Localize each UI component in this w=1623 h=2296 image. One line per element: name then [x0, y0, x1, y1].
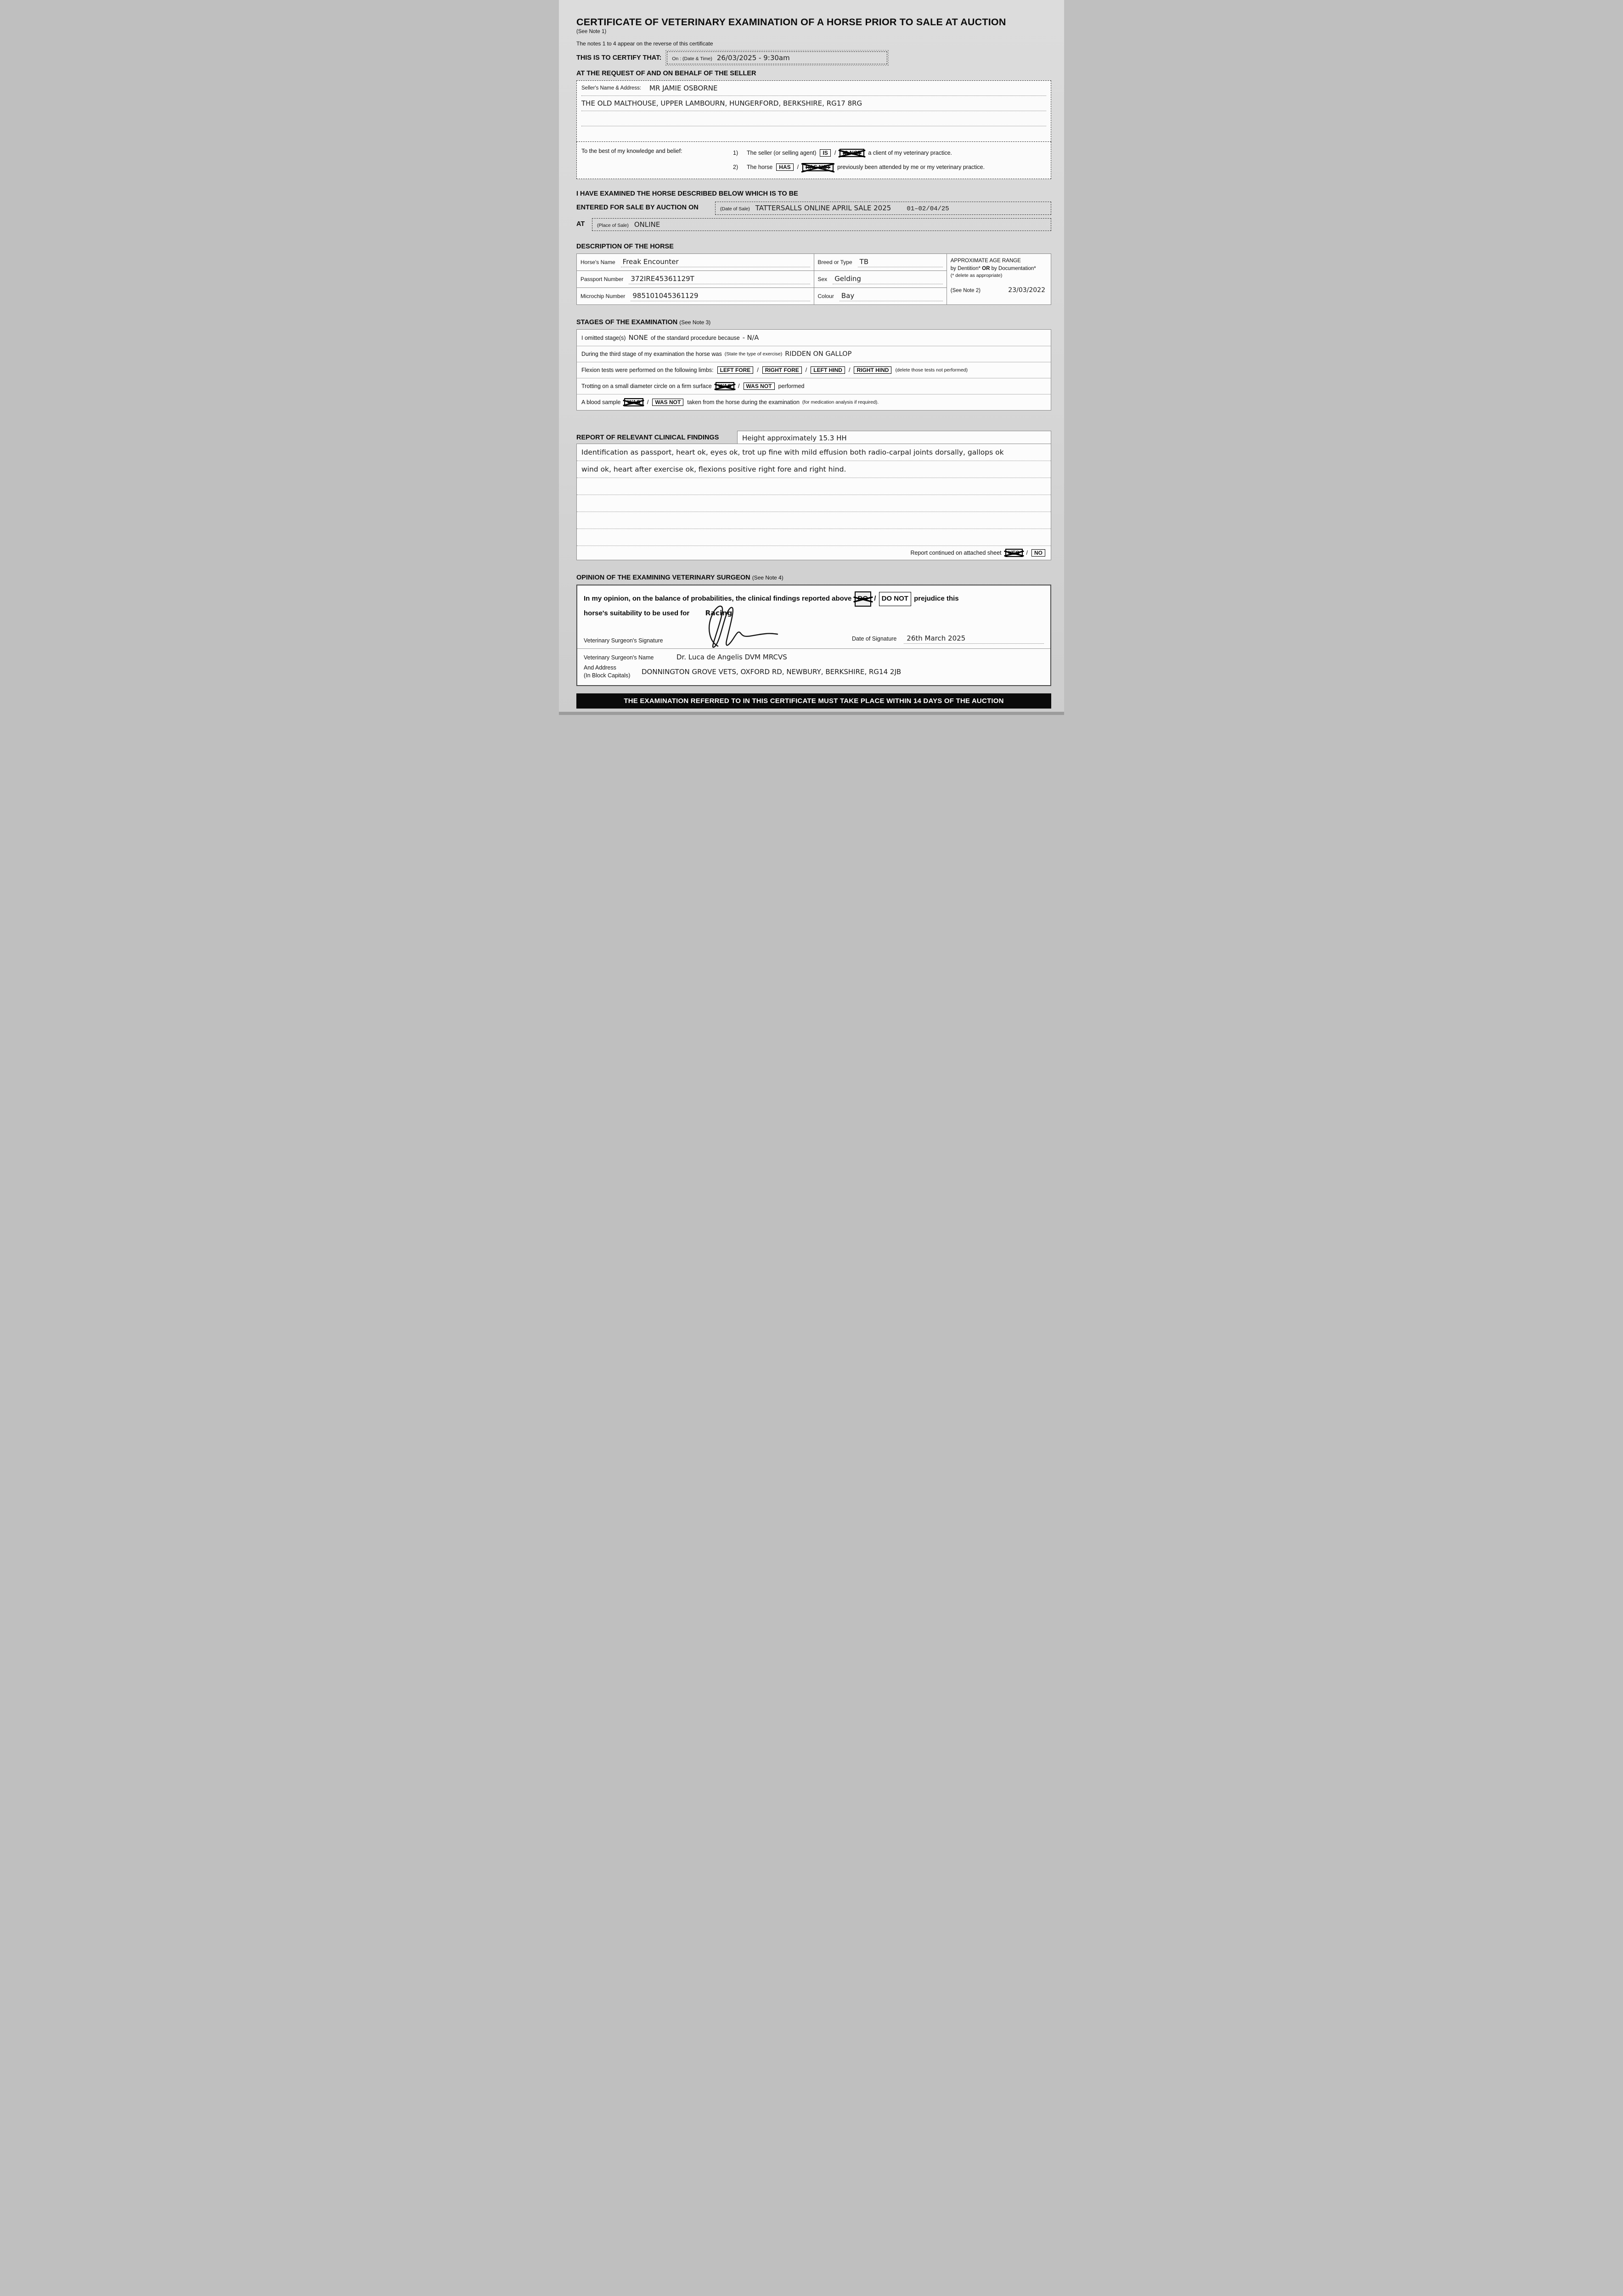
row-text: A blood sample — [581, 399, 621, 405]
findings-blank-line — [577, 512, 1051, 529]
entered-for-sale-row — [576, 202, 1051, 215]
seller-name-label: Seller's Name & Address: — [581, 85, 642, 91]
item-text-post: a client of my veterinary practice. — [868, 149, 952, 156]
option-separator: / — [797, 163, 799, 170]
findings-heading-row — [576, 431, 1051, 444]
seller-name-row — [581, 81, 1046, 96]
opinion-heading — [576, 574, 1051, 581]
continued-label: Report continued on attached sheet — [910, 550, 1002, 556]
place-of-sale-value: ONLINE — [634, 220, 660, 229]
option-kept-no: NO — [1031, 549, 1045, 557]
stages-box — [576, 329, 1051, 411]
place-of-sale-label: (Place of Sale) — [597, 223, 629, 228]
seller-heading: AT THE REQUEST OF AND ON BEHALF OF THE SELLER — [576, 70, 756, 77]
sale-dates-value: 01–02/04/25 — [907, 205, 949, 213]
surgeon-name-row — [577, 648, 1050, 662]
delete-tests-note: (delete those tests not performed) — [895, 367, 968, 373]
passport-label: Passport Number — [580, 276, 624, 282]
omitted-stages-value: NONE — [628, 334, 648, 342]
see-note-2: (See Note 2) — [950, 287, 981, 293]
option-struck-yes: YES — [1005, 549, 1023, 557]
option-kept-do-not: DO NOT — [879, 592, 911, 606]
see-note-3: (See Note 3) — [679, 319, 711, 326]
age-value: 23/03/2022 — [1008, 286, 1045, 294]
surgeon-address-row — [577, 662, 1050, 685]
findings-text: Identification as passport, heart ok, eyes ok, trot up fine with mild effusion both radio-carpal joints dorsally, gallops ok — [581, 448, 1004, 456]
sale-name-value: TATTERSALLS ONLINE APRIL SALE 2025 — [755, 204, 891, 212]
findings-text: wind ok, heart after exercise ok, flexions positive right fore and right hind. — [581, 465, 846, 473]
description-heading: DESCRIPTION OF THE HORSE — [576, 243, 674, 250]
stages-heading — [576, 319, 1051, 326]
belief-item-1 — [733, 146, 1046, 160]
horse-name-value: Freak Encounter — [621, 258, 810, 267]
option-separator: / — [757, 367, 759, 373]
clinical-findings-box — [576, 444, 1051, 560]
option-kept-has: HAS — [776, 163, 793, 171]
footer-banner: THE EXAMINATION REFERRED TO IN THIS CERTIFICATE MUST TAKE PLACE WITHIN 14 DAYS OF THE AUCTION — [576, 693, 1051, 709]
option-struck-was: WAS — [624, 398, 643, 406]
belief-label: To the best of my knowledge and belief: — [581, 148, 682, 154]
examined-heading: I HAVE EXAMINED THE HORSE DESCRIBED BELOW WHICH IS TO BE — [576, 190, 798, 197]
horse-description-table — [576, 253, 1051, 305]
findings-blank-line — [577, 495, 1051, 512]
height-field — [737, 431, 1051, 444]
microchip-cell — [577, 288, 814, 305]
findings-line-2 — [577, 461, 1051, 478]
page-title: CERTIFICATE OF VETERINARY EXAMINATION OF A HORSE PRIOR TO SALE AT AUCTION — [576, 17, 1006, 28]
findings-line-1 — [577, 444, 1051, 461]
sex-cell — [814, 271, 947, 288]
sex-value: Gelding — [833, 275, 943, 284]
option-kept-is: IS — [820, 149, 830, 157]
passport-value: 372IRE45361129T — [629, 275, 810, 284]
date-of-signature-value: 26th March 2025 — [904, 634, 1044, 644]
option-kept-was-not: WAS NOT — [744, 383, 775, 390]
option-struck-is-not: IS NOT — [840, 149, 864, 157]
place-of-sale-field — [592, 218, 1051, 231]
limb-right-fore: RIGHT FORE — [762, 366, 802, 374]
option-struck-do: DO — [855, 591, 872, 607]
statement-post2: horse's suitability to be used for — [584, 609, 690, 617]
colour-label: Colour — [817, 293, 834, 299]
limb-left-fore: LEFT FORE — [717, 366, 754, 374]
option-separator: / — [874, 595, 876, 602]
report-continued-row — [577, 546, 1051, 560]
exercise-value: RIDDEN ON GALLOP — [785, 350, 852, 358]
seller-address-value: THE OLD MALTHOUSE, UPPER LAMBOURN, HUNGERFORD, BERKSHIRE, RG17 8RG — [581, 99, 862, 107]
item-text-pre: The seller (or selling agent) — [747, 149, 817, 156]
height-value: Height approximately 15.3 HH — [742, 434, 847, 442]
option-separator: / — [805, 367, 807, 373]
option-struck-has-not: HAS NOT — [802, 163, 834, 171]
microchip-label: Microchip Number — [580, 293, 626, 299]
row-text: I omitted stage(s) — [581, 334, 626, 341]
notes-reverse-line: The notes 1 to 4 appear on the reverse of this certificate — [576, 40, 713, 47]
limb-right-hind: RIGHT HIND — [854, 366, 891, 374]
option-separator: / — [647, 399, 649, 405]
suitability-use-value: Racing — [705, 608, 733, 617]
microchip-value: 985101045361129 — [631, 292, 810, 301]
seller-address-blank-row — [581, 126, 1046, 141]
by-documentation-label: by Documentation* — [991, 265, 1036, 271]
surgeon-address-value: DONNINGTON GROVE VETS, OXFORD RD, NEWBURY, BERKSHIRE, RG14 2JB — [642, 667, 902, 676]
stage-row-blood-sample — [577, 394, 1051, 410]
row-text: Trotting on a small diameter circle on a firm surface — [581, 383, 712, 389]
exercise-type-note: (State the type of exercise) — [724, 351, 783, 357]
findings-heading: REPORT OF RELEVANT CLINICAL FINDINGS — [576, 434, 719, 441]
belief-box — [576, 142, 1051, 179]
or-label: OR — [982, 265, 990, 271]
by-dentition-label: by Dentition* — [950, 265, 981, 271]
option-separator: / — [848, 367, 851, 373]
opinion-statement — [577, 585, 1050, 620]
date-of-signature-label: Date of Signature — [852, 636, 897, 642]
sex-label: Sex — [817, 276, 828, 282]
option-separator: / — [1026, 550, 1028, 556]
seller-address-box — [576, 80, 1051, 142]
delete-as-appropriate-note: (* delete as appropriate) — [950, 273, 1003, 279]
row-text: Flexion tests were performed on the following limbs: — [581, 367, 714, 373]
seller-address-row — [581, 96, 1046, 111]
option-separator: / — [738, 383, 740, 389]
age-range-heading: APPROXIMATE AGE RANGE — [950, 258, 1021, 264]
age-range-methods — [951, 265, 1047, 273]
scan-edge-shadow — [559, 712, 1064, 715]
findings-blank-line — [577, 478, 1051, 495]
breed-cell — [814, 254, 947, 271]
colour-cell — [814, 288, 947, 305]
option-kept-was-not: WAS NOT — [652, 399, 683, 406]
findings-blank-line — [577, 529, 1051, 546]
date-of-signature-field — [852, 634, 1044, 644]
passport-cell — [577, 271, 814, 288]
colour-value: Bay — [840, 292, 943, 301]
certify-row — [576, 51, 1051, 64]
option-struck-was: WAS — [716, 382, 734, 390]
see-note-1: (See Note 1) — [576, 29, 607, 34]
datetime-value: 26/03/2025 - 9:30am — [716, 54, 790, 62]
and-address-label: And Address — [584, 664, 616, 671]
row-text: During the third stage of my examination the horse was — [581, 351, 722, 357]
signature-row — [577, 620, 1050, 648]
date-of-sale-field — [715, 202, 1051, 215]
datetime-label: On : (Date & Time) — [672, 56, 712, 62]
item-number: 1) — [733, 149, 738, 156]
date-of-sale-label: (Date of Sale) — [720, 206, 750, 212]
place-of-sale-row — [576, 218, 1051, 231]
stage-row-flexion — [577, 362, 1051, 378]
certify-label: THIS IS TO CERTIFY THAT: — [576, 54, 662, 62]
exam-datetime-field — [667, 51, 887, 64]
surgeon-name-label: Veterinary Surgeon's Name — [584, 654, 654, 661]
opinion-box — [576, 585, 1051, 686]
horse-name-cell — [577, 254, 814, 271]
at-label: AT — [576, 220, 585, 228]
statement-pre: In my opinion, on the balance of probabilities, the clinical findings reported above — [584, 595, 852, 602]
stage-row-trotting — [577, 378, 1051, 394]
item-text-post: previously been attended by me or my veterinary practice. — [837, 163, 985, 170]
belief-item-2 — [733, 160, 1046, 174]
row-text: of the standard procedure because — [650, 334, 740, 341]
belief-rows — [733, 146, 1046, 174]
breed-value: TB — [858, 258, 943, 267]
block-capitals-label: (In Block Capitals) — [584, 672, 631, 679]
stage-row-omitted — [577, 330, 1051, 346]
omitted-reason-value: - N/A — [742, 334, 759, 342]
certificate-page — [559, 0, 1064, 715]
statement-post1: prejudice this — [914, 595, 959, 602]
row-text: taken from the horse during the examination — [687, 399, 800, 405]
table-row — [577, 254, 1051, 271]
item-number: 2) — [733, 163, 738, 170]
stages-heading-text: STAGES OF THE EXAMINATION — [576, 319, 678, 326]
stage-row-exercise — [577, 346, 1051, 362]
seller-name-value: MR JAMIE OSBORNE — [649, 84, 718, 92]
horse-name-label: Horse's Name — [580, 259, 615, 265]
limb-left-hind: LEFT HIND — [811, 366, 845, 374]
age-range-cell — [947, 254, 1051, 305]
see-note-4: (See Note 4) — [752, 574, 783, 581]
opinion-heading-text: OPINION OF THE EXAMINING VETERINARY SURGEON — [576, 574, 750, 581]
surgeon-name-value: Dr. Luca de Angelis DVM MRCVS — [676, 653, 787, 661]
signature-label: Veterinary Surgeon's Signature — [584, 637, 663, 644]
row-text: performed — [778, 383, 805, 389]
seller-address-blank-row — [581, 111, 1046, 126]
medication-analysis-note: (for medication analysis if required). — [802, 400, 879, 405]
breed-label: Breed or Type — [817, 259, 852, 265]
item-text-pre: The horse — [747, 163, 773, 170]
entered-label: ENTERED FOR SALE BY AUCTION ON — [576, 204, 699, 211]
surgeon-address-label — [584, 664, 635, 680]
option-separator: / — [834, 149, 836, 156]
